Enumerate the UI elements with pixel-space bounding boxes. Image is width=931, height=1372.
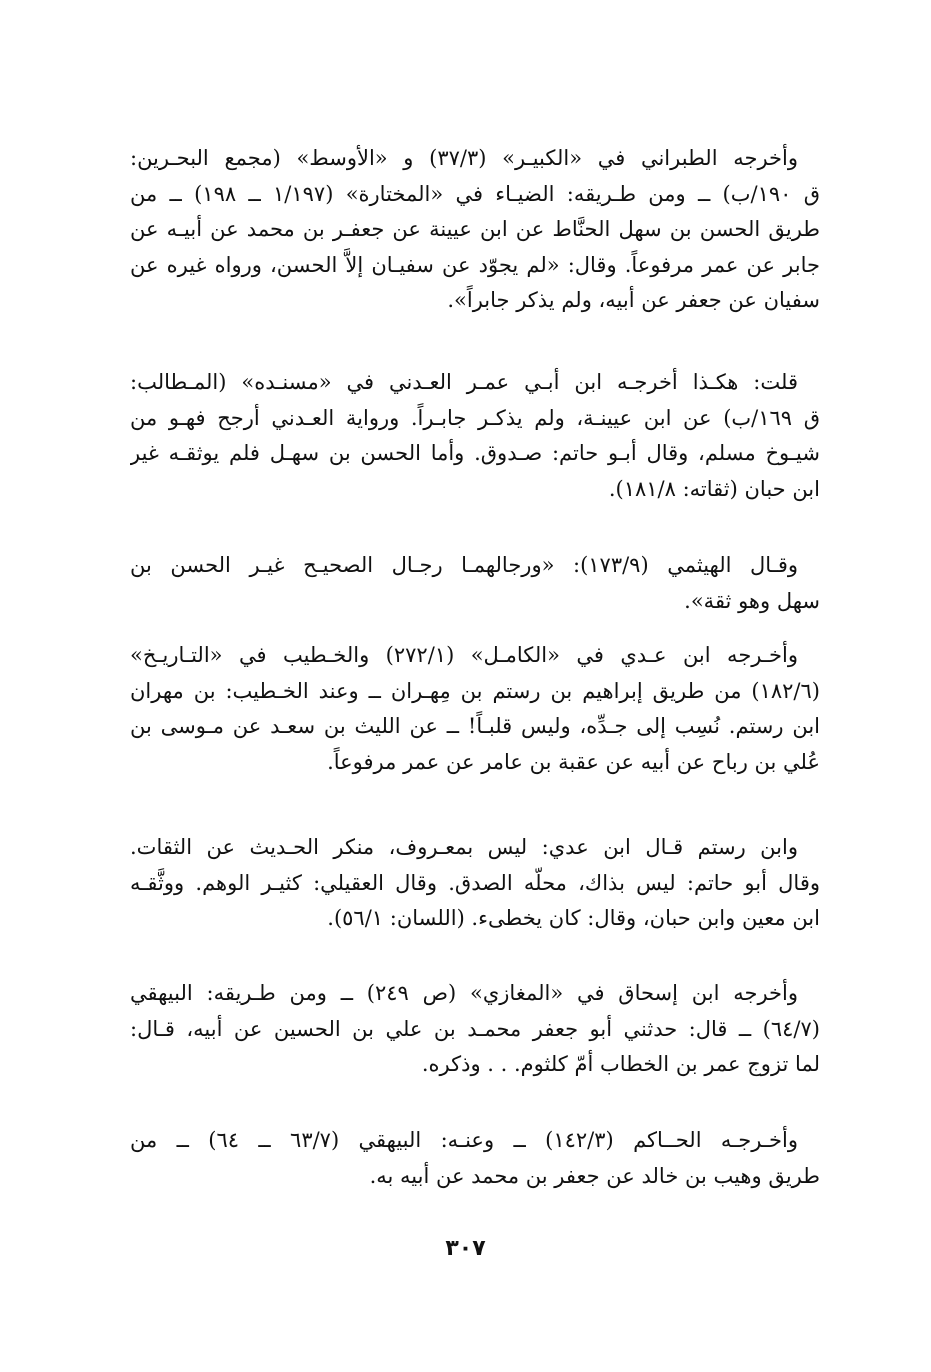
text-line: شيـوخ مسلم، وقال أبـو حاتم: صـدوق. وأما الحسن بن سهـل فلم يوثقـه غير (130, 441, 820, 465)
text-line: وقـال الهيثمي (١٧٣/٩): «ورجالهمـا رجـال الصحيـح غيـر الحسن بن (130, 553, 798, 577)
paragraph-2 (130, 365, 820, 507)
text-line: وقال أبو حاتم: ليس بذاك، محلّه الصدق. وقال العقيلي: كثيـر الوهم. ووثَّقـه (130, 870, 820, 895)
text-line: وأخرجه ابن إسحاق في «المغازي» (ص ٢٤٩) ــ ومن طـريقه: البيهقي (130, 981, 798, 1005)
page-number: ٣٠٧ (445, 1236, 486, 1261)
text-line: سفيان عن جعفر عن أبيه، ولم يذكر جابراً». (447, 288, 820, 312)
paragraph-1 (130, 141, 820, 319)
text-line: سهل وهو ثقة». (684, 588, 820, 613)
text-line: لما تزوج عمر بن الخطاب أمّ كلثوم. . . وذكره. (421, 1052, 820, 1076)
text-line: ابن رستم. نُسِب إلى جـدِّه، وليس قلبـاً! ــ عن الليث بن سعـد عن مـوسى بن (130, 714, 820, 738)
text-line: ابن معين وابن حبان، وقال: كان يخطىء. (اللسان: ٥٦/١). (327, 906, 820, 930)
text-line: وأخرجه الطبراني في «الكبيـر» (٣٧/٣) و «الأوسط» (مجمع البحـرين: (130, 146, 798, 170)
paragraph-7 (130, 1123, 820, 1194)
text-line: عُلي بن رباح عن أبيه عن عقبة بن عامر عن عمر مرفوعاً. (327, 749, 820, 774)
text-line: قلت: هكـذا أخرجـه ابن أبـي عمـر العـدني في «مسنـده» (المـطالب: (130, 370, 798, 394)
text-line: (٦٤/٧) ــ قال: حدثني أبو جعفر محمـد بن علي بن الحسين عن أبيه، قـال: (130, 1016, 820, 1041)
paragraph-3 (130, 548, 820, 619)
text-line: طريق وهيب بن خالد عن جعفر بن محمد عن أبيه به. (369, 1163, 820, 1188)
text-line: ق ١٩٠/ب) ــ ومن طـريقه: الضيـاء في «المختارة» (١/١٩٧ ــ ١٩٨) ــ من (130, 181, 820, 206)
paragraph-4 (130, 638, 820, 780)
text-line: ابن حبان (ثقاته: ١٨١/٨). (608, 476, 820, 501)
text-line: (١٨٢/٦) من طريق إبراهيم بن رستم بن مِهـران ــ وعند الخـطيب: بن مهران (130, 678, 820, 703)
text-line: وابن رستم قـال ابن عدي: ليس بمعـروف، منكر الحـديث عن الثقات. (130, 835, 798, 859)
text-line: ق ١٦٩/ب) عن ابن عيينـة، ولم يذكـر جابـراً. ورواية العـدني أرجح فهـو من (130, 405, 820, 430)
text-line: جابر عن عمر مرفوعاً. وقال: «لم يجوّد عن سفيـان إلاَّ الحسن، ورواه غيره عن (130, 252, 820, 277)
text-line: وأخـرجـه الحــاكم (١٤٢/٣) ــ وعنـه: البيهقي (٦٣/٧ ــ ٦٤) ــ من (130, 1128, 798, 1152)
text-line: وأخـرجه ابن عـدي في «الكامـل» (٢٧٢/١) والخـطيب في «التـاريـخ» (130, 643, 798, 667)
text-line: طريق الحسن بن سهل الحنَّاط عن ابن عيينة عن جعفـر بن محمد عن أبيـه عن (130, 217, 820, 241)
paragraph-5 (130, 830, 820, 937)
paragraph-6 (130, 976, 820, 1083)
